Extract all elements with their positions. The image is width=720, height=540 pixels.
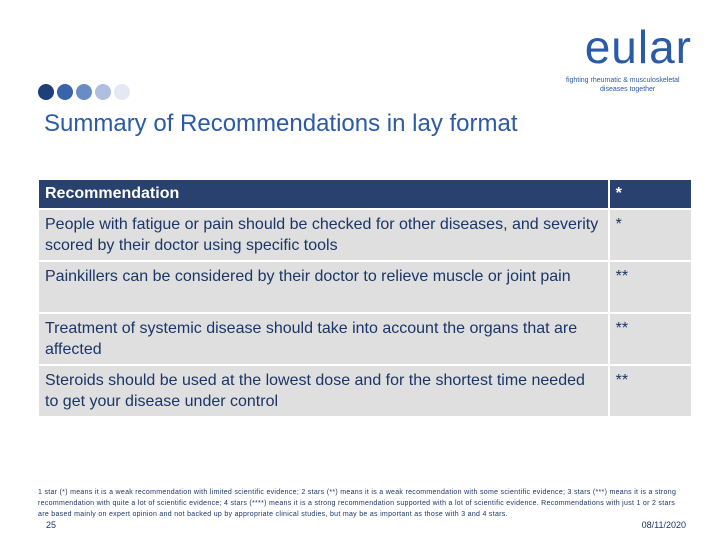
- decorative-dots: [38, 84, 130, 100]
- table-row: [39, 210, 691, 260]
- header-stars: *: [610, 180, 691, 208]
- recommendation-text: Painkillers can be considered by their doctor to relieve muscle or joint pain: [39, 262, 608, 312]
- dot-4: [95, 84, 111, 100]
- recommendation-stars: **: [610, 262, 691, 312]
- logo-tagline: [562, 76, 692, 94]
- dot-3: [76, 84, 92, 100]
- table-row: [39, 314, 691, 364]
- logo-tagline-line2: diseases together: [600, 86, 656, 93]
- recommendation-stars: **: [610, 314, 691, 364]
- dot-2: [57, 84, 73, 100]
- recommendation-stars: **: [610, 366, 691, 416]
- header-recommendation: Recommendation: [39, 180, 608, 208]
- slide-title: Summary of Recommendations in lay format: [44, 110, 518, 137]
- eular-logo: [562, 21, 692, 94]
- recommendation-stars: *: [610, 210, 691, 260]
- recommendation-text: People with fatigue or pain should be checked for other diseases, and severity scored by their doctor using specific tools: [39, 210, 608, 260]
- page-number: 25: [46, 520, 57, 530]
- recommendation-text: Treatment of systemic disease should take into account the organs that are affected: [39, 314, 608, 364]
- recommendation-text: Steroids should be used at the lowest dose and for the shortest time needed to get your disease under control: [39, 366, 608, 416]
- logo-tagline-line1: fighting rheumatic & musculoskeletal: [566, 77, 680, 84]
- table-row: [39, 262, 691, 312]
- dot-1: [38, 84, 54, 100]
- table-header-row: [39, 180, 691, 208]
- star-rating-footnote: 1 star (*) means it is a weak recommendation with limited scientific evidence; 2 stars (**) means it is a weak recommendation with some scientific evidence; 3 stars (***) means it is a strong recommendation with quite a lot of scientific evidence; 4 stars (****) means it is a strong recommendation supported with a lot of scientific evidence. Recommendations with just 1 or 2 stars are based mainly on expert opinion and not backed up by appropriate clinical studies, but may be as important as those with 3 and 4 stars.: [38, 489, 677, 518]
- logo-word: eular: [584, 21, 692, 73]
- slide-date: 08/11/2020: [641, 520, 686, 530]
- table-row: [39, 366, 691, 416]
- dot-5: [114, 84, 130, 100]
- recommendations-table: [37, 178, 693, 418]
